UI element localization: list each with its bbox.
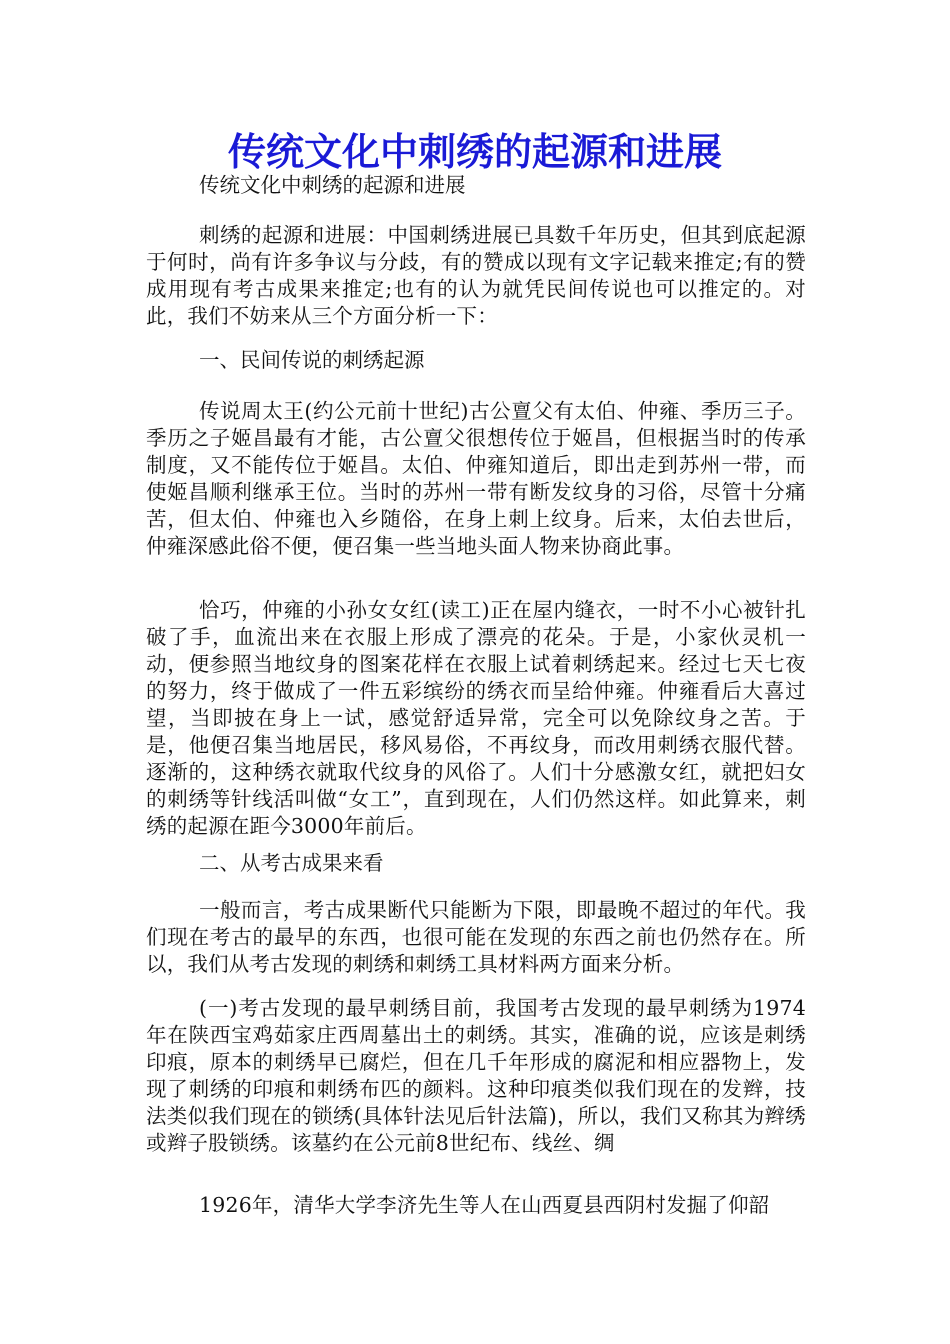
document-subtitle: 传统文化中刺绣的起源和进展 <box>199 173 466 197</box>
section-heading-2: 二、从考古成果来看 <box>199 851 384 875</box>
document-title: 传统文化中刺绣的起源和进展 <box>227 129 722 174</box>
paragraph-3: 一般而言，考古成果断代只能断为下限，即最晚不超过的年代。我们现在考古的最早的东西，也很可能在发现的东西之前也仍然存在。所以，我们从考古发现的刺绣和刺绣工具材料两方面来分析。 <box>146 898 806 976</box>
paragraph-2: 恰巧，仲雍的小孙女女红(读工)正在屋内缝衣，一时不小心被针扎破了手，血流出来在衣服上形成了漂亮的花朵。于是，小家伙灵机一动，便参照当地纹身的图案花样在衣服上试着刺绣起来。经过七天七夜的努力，终于做成了一件五彩缤纷的绣衣而呈给仲雍。仲雍看后大喜过望，当即披在身上一试，感觉舒适异常，完全可以免除纹身之苦。于是，他便召集当地居民，移风易俗，不再纹身，而改用刺绣衣服代替。逐渐的，这种绣衣就取代纹身的风俗了。人们十分感激女红，就把妇女的刺绣等针线活叫做“女工”，直到现在，人们仍然这样。如此算来，刺绣的起源在距今3000年前后。 <box>146 598 806 838</box>
paragraph-5: 1926年，清华大学李济先生等人在山西夏县西阴村发掘了仰韶 <box>199 1193 770 1217</box>
paragraph-intro: 刺绣的起源和进展：中国刺绣进展已具数千年历史，但其到底起源于何时，尚有许多争议与分歧，有的赞成以现有文字记载来推定;有的赞成用现有考古成果来推定;也有的认为就凭民间传说也可以推定的。对此，我们不妨来从三个方面分析一下： <box>146 223 806 328</box>
paragraph-4: (一)考古发现的最早刺绣目前，我国考古发现的最早刺绣为1974年在陕西宝鸡茹家庄西周墓出土的刺绣。其实，准确的说，应该是刺绣印痕，原本的刺绣早已腐烂，但在几千年形成的腐泥和相应器物上，发现了刺绣的印痕和刺绣布匹的颜料。这种印痕类似我们现在的发辫，技法类似我们现在的锁绣(具体针法见后针法篇)，所以，我们又称其为辫绣或辫子股锁绣。该墓约在公元前8世纪布、线丝、绸 <box>146 996 806 1155</box>
paragraph-1: 传说周太王(约公元前十世纪)古公亶父有太伯、仲雍、季历三子。季历之子姬昌最有才能，古公亶父很想传位于姬昌，但根据当时的传承制度，又不能传位于姬昌。太伯、仲雍知道后，即出走到苏州一带，而使姬昌顺利继承王位。当时的苏州一带有断发纹身的习俗，尽管十分痛苦，但太伯、仲雍也入乡随俗，在身上刺上纹身。后来，太伯去世后，仲雍深感此俗不便，便召集一些当地头面人物来协商此事。 <box>146 399 806 558</box>
section-heading-1: 一、民间传说的刺绣起源 <box>199 348 425 372</box>
